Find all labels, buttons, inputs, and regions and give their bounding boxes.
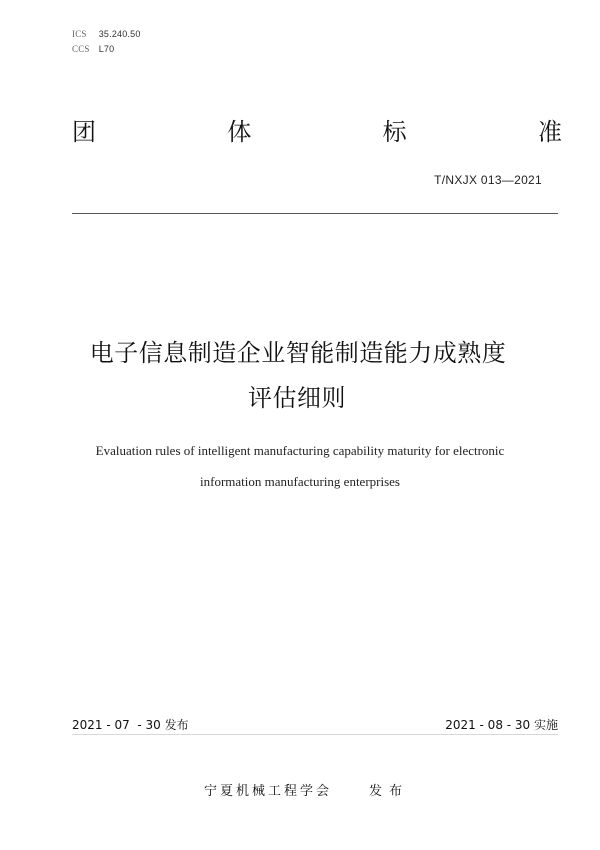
title-english-line-1: Evaluation rules of intelligent manufacturing capability maturity for electronic <box>95 443 505 458</box>
header-divider <box>72 213 558 214</box>
ccs-classification <box>72 44 114 55</box>
standard-type-char: 标 <box>382 118 407 146</box>
standard-type-char: 团 <box>72 118 96 146</box>
footer-divider <box>72 734 558 735</box>
publisher-action: 发布 <box>369 784 410 799</box>
title-chinese-line-2: 评估细则 <box>248 384 346 412</box>
standard-number: T/NXJX 013—2021 <box>434 173 542 187</box>
standard-type-char: 体 <box>227 118 252 146</box>
implementation-date: 2021 - 08 - 30 实施 <box>445 718 558 732</box>
ccs-value: L70 <box>98 44 115 54</box>
ics-value: 35.240.50 <box>98 29 141 39</box>
title-english-line-2: information manufacturing enterprises <box>200 474 400 489</box>
ccs-label: CCS <box>72 44 90 54</box>
ics-classification <box>72 29 141 40</box>
standard-type-heading <box>72 116 562 148</box>
publisher-name: 宁夏机械工程学会 <box>204 784 333 799</box>
ics-label: ICS <box>72 29 87 39</box>
publish-date: 2021 - 07 - 30 发布 <box>72 718 189 732</box>
standard-type-char: 准 <box>537 118 562 146</box>
title-chinese-line-1: 电子信息制造企业智能制造能力成熟度 <box>89 339 507 367</box>
